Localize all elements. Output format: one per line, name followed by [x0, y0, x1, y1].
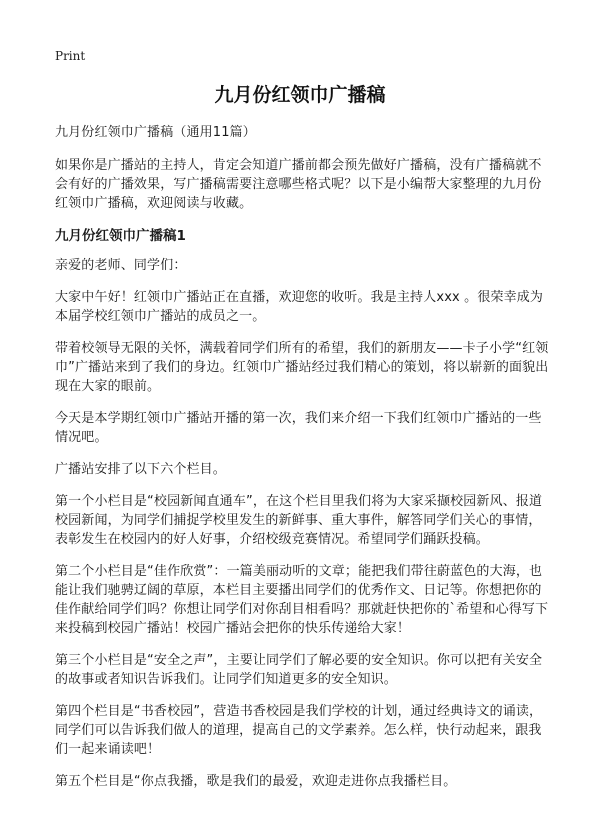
- document-body: [55, 123, 551, 804]
- paragraph-six-columns: 广播站安排了以下六个栏目。: [55, 462, 226, 477]
- paragraph-station-arrival: 带着校领导无限的关怀，满载着同学们所有的希望，我们的新朋友——卡子小学“红领巾”广播站来到了我们的身边。红领巾广播站经过我们精心的策划，将以崭新的面貌出现在大家的眼前。: [55, 341, 549, 394]
- print-link[interactable]: Print: [55, 49, 86, 63]
- section-heading: 九月份红领巾广播稿1: [55, 228, 186, 244]
- paragraph-column-requests: 第五个栏目是“你点我播，歌是我们的最爱，欢迎走进你点我播栏目。: [55, 774, 457, 789]
- paragraph-column-safety: 第三个小栏目是“安全之声”，主要让同学们了解必要的安全知识。你可以把有关安全的故事或者知识告诉我们。让同学们知道更多的安全知识。: [55, 653, 543, 687]
- paragraph-host-intro: 大家中午好！红领巾广播站正在直播，欢迎您的收听。我是主持人xxx 。很荣幸成为本届学校红领巾广播站的成员之一。: [55, 290, 544, 324]
- document-subtitle: 九月份红领巾广播稿（通用11篇）: [55, 125, 256, 140]
- paragraph-column-essays: 第二个小栏目是“佳作欣赏”：一篇美丽动听的文章；能把我们带往蔚蓝色的大海，也能让我们驰骋辽阔的草原，本栏目主要播出同学们的优秀作文、日记等。你想把你的佳作献给同学们吗？你想让同学们对你刮目相看吗？那就赶快把你的`希望和心得写下来投稿到校园广播站！校园广播站会把你的快乐传递给大家！: [55, 564, 549, 636]
- paragraph-first-broadcast: 今天是本学期红领巾广播站开播的第一次，我们来介绍一下我们红领巾广播站的一些情况吧。: [55, 411, 542, 445]
- paragraph-column-news: 第一个小栏目是“校园新闻直通车”，在这个栏目里我们将为大家采撷校园新风、报道校园新闻，为同学们捕捉学校里发生的新鲜事、重大事件，解答同学们关心的事情，表彰发生在校园内的好人好事，介绍校级竞赛情况。希望同学们踊跃投稿。: [55, 494, 543, 547]
- paragraph-greeting: 亲爱的老师、同学们：: [55, 258, 187, 273]
- intro-paragraph: 如果你是广播站的主持人，肯定会知道广播前都会预先做好广播稿，没有广播稿就不会有好的广播效果，写广播稿需要注意哪些格式呢？以下是小编帮大家整理的九月份红领巾广播稿，欢迎阅读与收藏。: [55, 158, 542, 211]
- page-title: 九月份红领巾广播稿: [214, 84, 386, 106]
- paragraph-column-reading: 第四个栏目是“书香校园”，营造书香校园是我们学校的计划，通过经典诗文的诵读，同学们可以告诉我们做人的道理，提高自己的文学素养。怎么样，快行动起来，跟我们一起来诵读吧！: [55, 704, 543, 757]
